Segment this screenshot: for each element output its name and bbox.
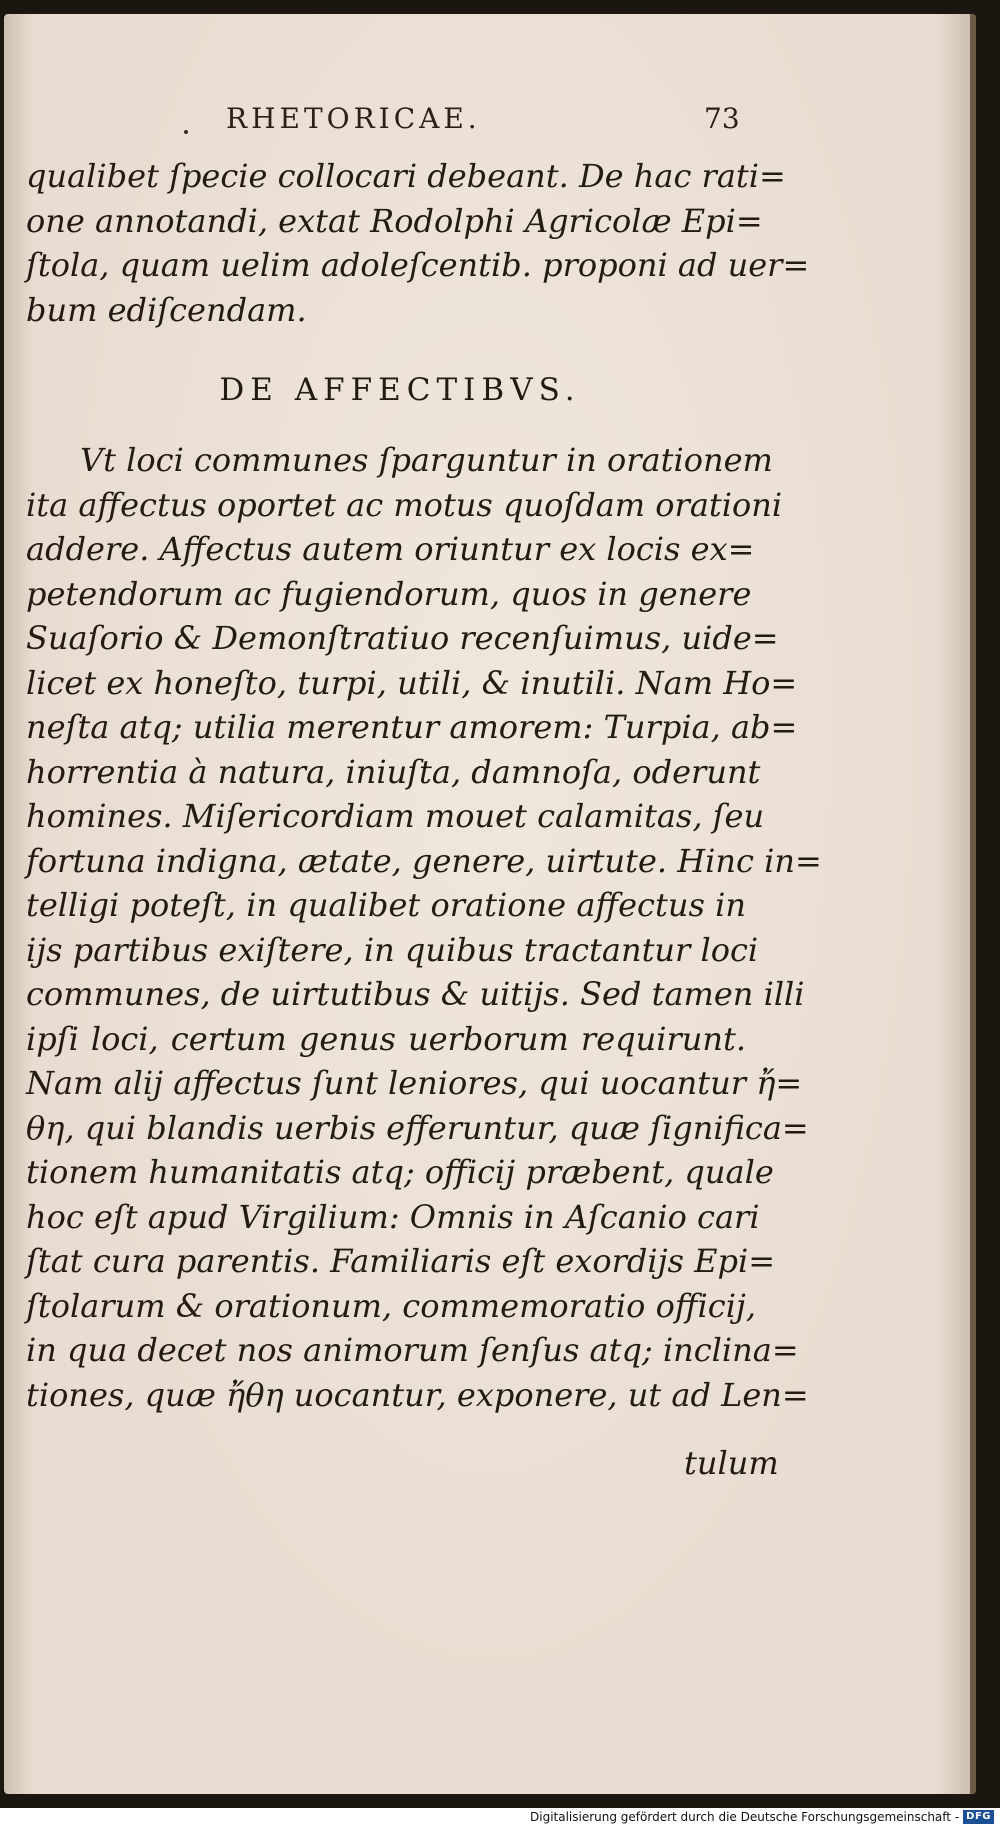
running-head: RHETORICAE. (226, 102, 481, 135)
text-line: qualibet ſpecie collocari debeant. De hac rati= (26, 157, 786, 195)
catchword: tulum (684, 1444, 779, 1482)
text-line: one annotandi, extat Rodolphi Agricolæ Epi= (26, 201, 763, 240)
main-paragraph (26, 438, 822, 1417)
text-line: ijs partibus exiſtere, in quibus tractantur loci (26, 930, 759, 969)
text-line: fortuna indigna, ætate, genere, uirtute. Hinc in= (26, 841, 822, 880)
opening-paragraph (26, 154, 810, 332)
section-heading (4, 372, 976, 408)
section-heading-text: DE AFFECTIBVS. (219, 372, 581, 408)
text-line: addere. Affectus autem oriuntur ex locis ex= (26, 530, 755, 568)
text-line: ſtolarum & orationum, commemoratio officij, (26, 1286, 757, 1325)
text-line: tionem humanitatis atq; officij præbent, quale (26, 1153, 774, 1191)
page-header (4, 102, 976, 142)
text-line: Vt loci communes ſparguntur in orationem (80, 441, 773, 479)
text-line: petendorum ac fugiendorum, quos in genere (26, 574, 752, 613)
text-line: ſtat cura parentis. Familiaris eſt exordijs Epi= (26, 1242, 775, 1280)
book-page (4, 14, 976, 1794)
text-line: bum ediſcendam. (26, 290, 307, 329)
dfg-logo: DFG (963, 1810, 994, 1824)
text-line: Nam alij affectus ſunt leniores, qui uocantur ἤ= (26, 1064, 803, 1102)
text-line: homines. Miſericordiam mouet calamitas, ſeu (26, 797, 765, 835)
text-line: telligi poteſt, in qualibet oratione affectus in (26, 886, 746, 924)
text-line: θη, qui blandis uerbis efferuntur, quæ ſignifica= (26, 1108, 809, 1147)
page-edge (970, 14, 976, 1794)
text-line: licet ex honeſto, turpi, utili, & inutili. Nam Ho= (26, 663, 798, 702)
text-line: tiones, quæ ἤθη uocantur, exponere, ut ad Len= (26, 1375, 809, 1414)
page-number: 73 (704, 102, 740, 135)
text-line: hoc eſt apud Virgilium: Omnis in Aſcanio cari (26, 1197, 760, 1236)
text-line: in qua decet nos animorum ſenſus atq; inclina= (26, 1331, 799, 1369)
text-line: Suaſorio & Demonſtratiuo recenſuimus, uide= (26, 619, 779, 657)
text-line: communes, de uirtutibus & uitijs. Sed tamen illi (26, 975, 805, 1013)
text-line: neſta atq; utilia merentur amorem: Turpia, ab= (26, 708, 798, 746)
credit-text: Digitalisierung gefördert durch die Deutsche Forschungsgemeinschaft - (530, 1810, 960, 1824)
text-line: ita affectus oportet ac motus quoſdam orationi (26, 485, 783, 524)
digitization-credit (530, 1810, 994, 1824)
text-line: ſtola, quam uelim adoleſcentib. proponi ad uer= (26, 246, 810, 284)
text-line: horrentia à natura, iniuſta, damnoſa, oderunt (26, 752, 761, 791)
ornament-dot (184, 130, 188, 134)
text-line: ipſi loci, certum genus uerborum requirunt. (26, 1019, 746, 1058)
